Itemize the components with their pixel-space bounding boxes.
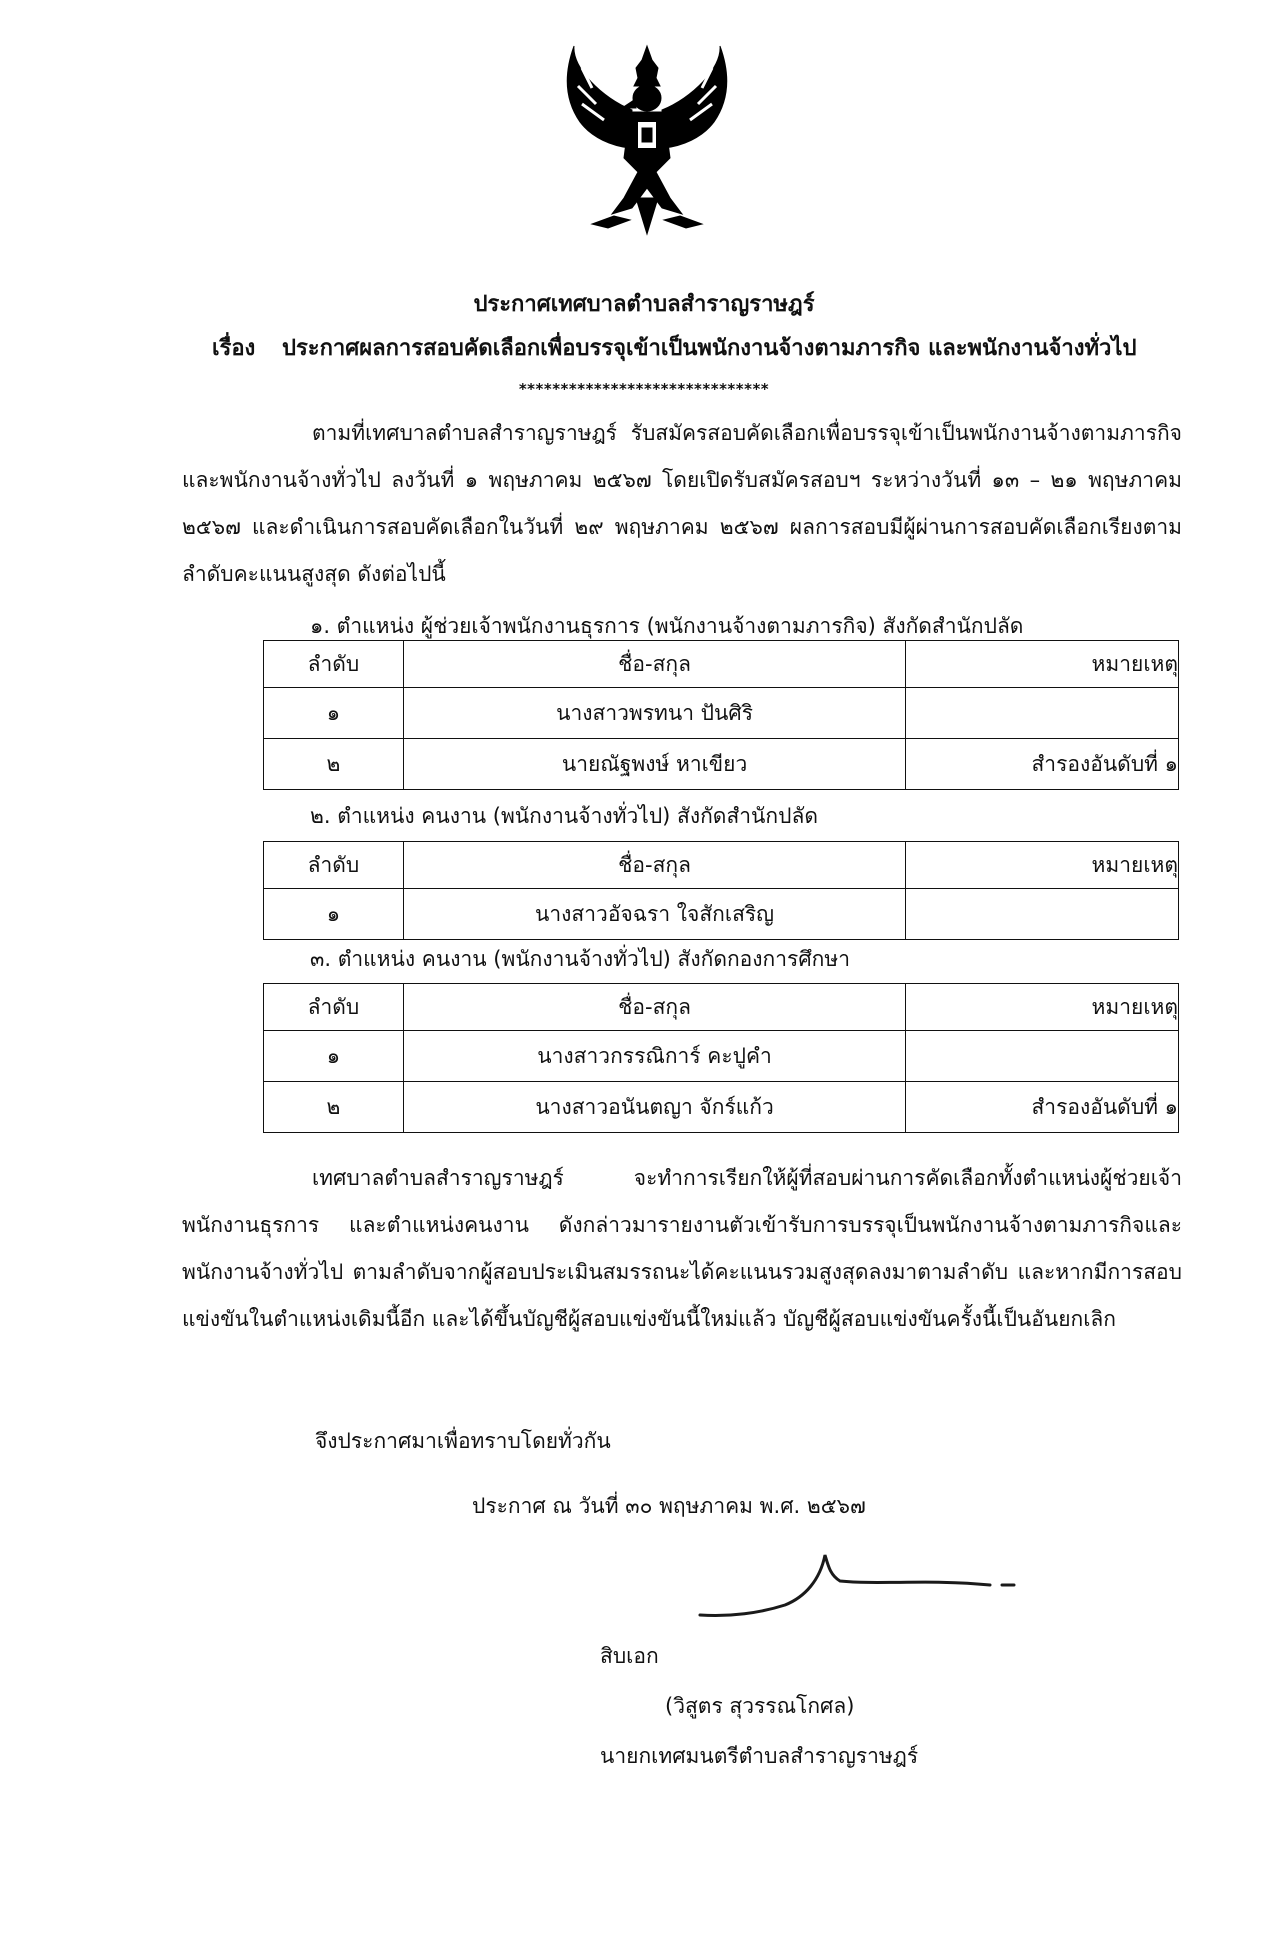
cell-name: นางสาวอนันตญา จักร์แก้ว xyxy=(403,1082,905,1133)
signer-rank: สิบเอก xyxy=(600,1644,659,1668)
cell-order: ๒ xyxy=(264,739,404,790)
column-name: ชื่อ-สกุล xyxy=(403,984,905,1031)
table-row xyxy=(264,688,1179,739)
table-row xyxy=(264,739,1179,790)
subject-label: เรื่อง xyxy=(212,336,256,361)
cell-order: ๑ xyxy=(264,889,404,940)
signer-name: (วิสูตร สุวรรณโกศล) xyxy=(665,1694,855,1718)
signer-position: นายกเทศมนตรีตำบลสำราญราษฎร์ xyxy=(600,1744,919,1768)
position-heading-1: ๑. ตำแหน่ง ผู้ช่วยเจ้าพนักงานธุรการ (พนักงานจ้างตามภารกิจ) สังกัดสำนักปลัด xyxy=(310,614,1024,638)
column-order: ลำดับ xyxy=(264,842,404,889)
table-header-row xyxy=(264,842,1179,889)
cell-note xyxy=(906,688,1179,739)
column-order: ลำดับ xyxy=(264,641,404,688)
body-text: เทศบาลตำบลสำราญราษฎร์ จะทำการเรียกให้ผู้ที่สอบผ่านการคัดเลือกทั้งตำแหน่งผู้ช่วยเจ้าพนักงานธุรการ และตำแหน่งคนงาน ดังกล่าวมารายงานตัวเข้ารับการบรรจุเป็นพนักงานจ้างตามภารกิจและพนักงานจ้างทั่วไป ตามลำดับจากผู้สอบประเมินสมรรถนะได้คะแนนรวมสูงสุดลงมาตามลำดับ และหากมีการสอบแข่งขันในตำแหน่งเดิมนี้อีก และได้ขึ้นบัญชีผู้สอบแข่งขันนี้ใหม่แล้ว บัญชีผู้สอบแข่งขันครั้งนี้เป็นอันยกเลิก xyxy=(182,1166,1182,1331)
table-row xyxy=(264,889,1179,940)
cell-note: สำรองอันดับที่ ๑ xyxy=(906,739,1179,790)
position-heading-2: ๒. ตำแหน่ง คนงาน (พนักงานจ้างทั่วไป) สังกัดสำนักปลัด xyxy=(310,804,818,828)
cell-note: สำรองอันดับที่ ๑ xyxy=(906,1082,1179,1133)
position-heading-3: ๓. ตำแหน่ง คนงาน (พนักงานจ้างทั่วไป) สังกัดกองการศึกษา xyxy=(310,947,851,971)
cell-order: ๑ xyxy=(264,1031,404,1082)
cell-order: ๒ xyxy=(264,1082,404,1133)
announcement-subject xyxy=(212,330,1136,365)
cell-note xyxy=(906,1031,1179,1082)
table-header-row xyxy=(264,641,1179,688)
cell-name: นางสาวกรรณิการ์ คะปูคำ xyxy=(403,1031,905,1082)
cell-order: ๑ xyxy=(264,688,404,739)
cell-name: นางสาวพรทนา ปันศิริ xyxy=(403,688,905,739)
results-table-3 xyxy=(263,983,1179,1133)
cell-note xyxy=(906,889,1179,940)
garuda-emblem-icon xyxy=(552,38,742,238)
column-name: ชื่อ-สกุล xyxy=(403,641,905,688)
results-table-1 xyxy=(263,640,1179,790)
body-paragraph xyxy=(182,1155,1182,1343)
column-note: หมายเหตุ xyxy=(906,984,1179,1031)
column-note: หมายเหตุ xyxy=(906,641,1179,688)
separator: ****************************** xyxy=(518,380,770,398)
signature-icon xyxy=(690,1535,1020,1625)
intro-text: ตามที่เทศบาลตำบลสำราญราษฎร์ รับสมัครสอบคัดเลือกเพื่อบรรจุเข้าเป็นพนักงานจ้างตามภารกิจ และพนักงานจ้างทั่วไป ลงวันที่ ๑ พฤษภาคม ๒๕๖๗ โดยเปิดรับสมัครสอบฯ ระหว่างวันที่ ๑๓ – ๒๑ พฤษภาคม ๒๕๖๗ และดำเนินการสอบคัดเลือกในวันที่ ๒๙ พฤษภาคม ๒๕๖๗ ผลการสอบมีผู้ผ่านการสอบคัดเลือกเรียงตามลำดับคะแนนสูงสุด ดังต่อไปนี้ xyxy=(182,421,1182,586)
table-row xyxy=(264,1082,1179,1133)
closing-line: จึงประกาศมาเพื่อทราบโดยทั่วกัน xyxy=(315,1429,611,1453)
column-note: หมายเหตุ xyxy=(906,842,1179,889)
column-name: ชื่อ-สกุล xyxy=(403,842,905,889)
results-table-2 xyxy=(263,841,1179,940)
intro-paragraph xyxy=(182,410,1182,598)
column-order: ลำดับ xyxy=(264,984,404,1031)
announce-date: ประกาศ ณ วันที่ ๓๐ พฤษภาคม พ.ศ. ๒๕๖๗ xyxy=(472,1494,866,1518)
announcement-title: ประกาศเทศบาลตำบลสำราญราษฎร์ xyxy=(473,292,815,317)
cell-name: นายณัฐพงษ์ หาเขียว xyxy=(403,739,905,790)
table-row xyxy=(264,1031,1179,1082)
subject-text: ประกาศผลการสอบคัดเลือกเพื่อบรรจุเข้าเป็นพนักงานจ้างตามภารกิจ และพนักงานจ้างทั่วไป xyxy=(282,336,1137,361)
cell-name: นางสาวอัจฉรา ใจสักเสริญ xyxy=(403,889,905,940)
table-header-row xyxy=(264,984,1179,1031)
